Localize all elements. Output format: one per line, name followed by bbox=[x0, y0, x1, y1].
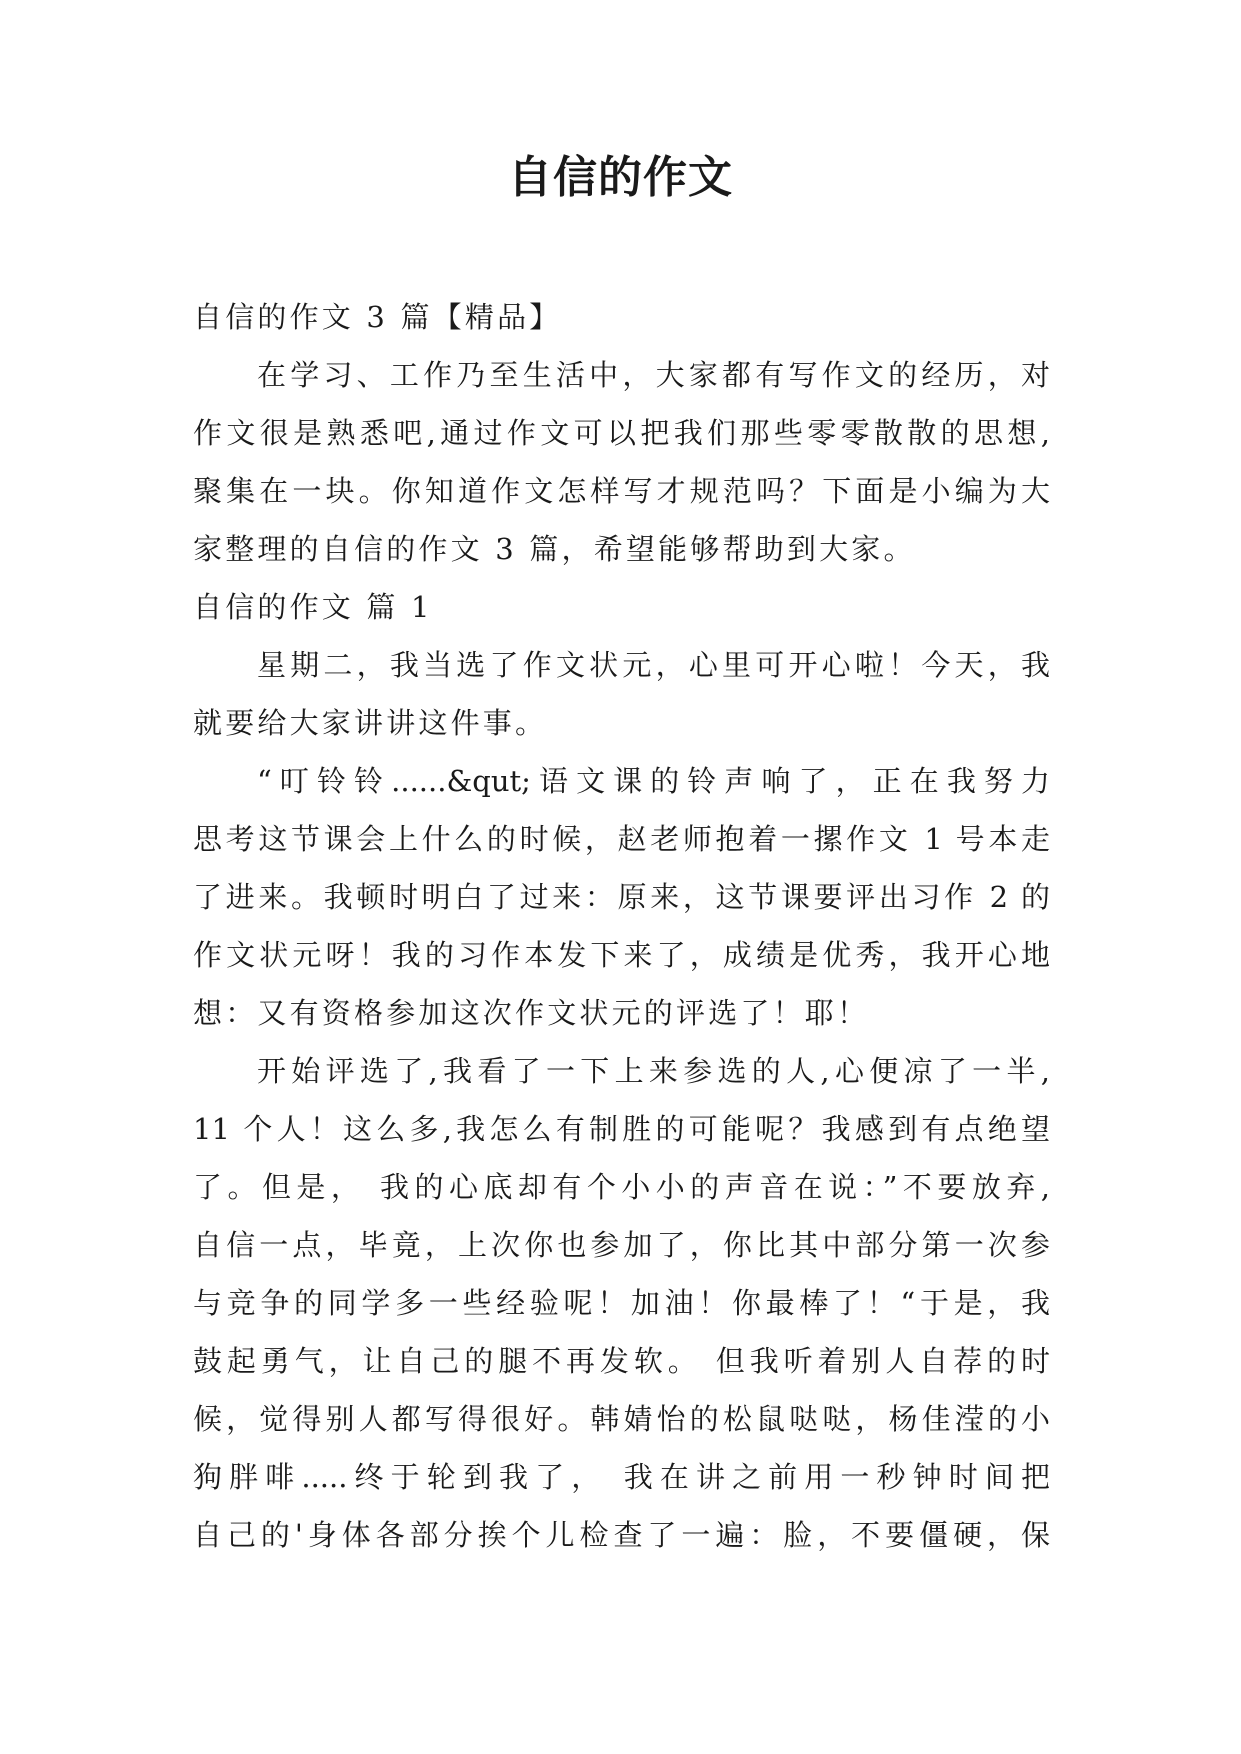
text-line: 狗胖啡.....终于轮到我了， 我在讲之前用一秒钟时间把 bbox=[193, 1460, 1050, 1494]
text-line: 聚集在一块。你知道作文怎样写才规范吗？下面是小编为大 bbox=[193, 474, 1050, 508]
text-line: 就要给大家讲讲这件事。 bbox=[193, 706, 548, 740]
text-line: 了进来。我顿时明白了过来：原来，这节课要评出习作 2 的 bbox=[193, 880, 1050, 914]
text-line: 了。但是， 我的心底却有个小小的声音在说：”不要放弃, bbox=[193, 1170, 1050, 1204]
text-line: 作文很是熟悉吧,通过作文可以把我们那些零零散散的思想, bbox=[193, 416, 1050, 450]
text-line: 思考这节课会上什么的时候，赵老师抱着一摞作文 1 号本走 bbox=[193, 822, 1050, 856]
text-line: 自己的'身体各部分挨个儿检查了一遍：脸，不要僵硬，保 bbox=[193, 1518, 1050, 1552]
document-title: 自信的作文 bbox=[508, 152, 733, 203]
text-line: 想：又有资格参加这次作文状元的评选了！耶！ bbox=[193, 996, 870, 1030]
document-body bbox=[193, 288, 1050, 1564]
text-line: 自信的作文 篇 1 bbox=[193, 590, 433, 624]
text-line: 开始评选了,我看了一下上来参选的人,心便凉了一半, bbox=[257, 1054, 1050, 1088]
text-line: 家整理的自信的作文 3 篇，希望能够帮助到大家。 bbox=[193, 532, 916, 566]
text-line: 作文状元呀！我的习作本发下来了，成绩是优秀，我开心地 bbox=[193, 938, 1050, 972]
text-line: 与竞争的同学多一些经验呢！加油！你最棒了！“于是，我 bbox=[193, 1286, 1050, 1320]
text-line: 11 个人！这么多,我怎么有制胜的可能呢？我感到有点绝望 bbox=[193, 1112, 1050, 1146]
text-line: 候，觉得别人都写得很好。韩婧怡的松鼠哒哒，杨佳滢的小 bbox=[193, 1402, 1050, 1436]
text-line: 在学习、工作乃至生活中，大家都有写作文的经历，对 bbox=[257, 358, 1050, 392]
text-line: 鼓起勇气，让自己的腿不再发软。 但我听着别人自荐的时 bbox=[193, 1344, 1050, 1378]
text-line: “叮铃铃......&qut;语文课的铃声响了，正在我努力 bbox=[257, 764, 1050, 798]
text-line: 自信的作文 3 篇【精品】 bbox=[193, 300, 562, 334]
text-line: 自信一点，毕竟，上次你也参加了，你比其中部分第一次参 bbox=[193, 1228, 1050, 1262]
text-line: 星期二，我当选了作文状元，心里可开心啦！今天，我 bbox=[257, 648, 1050, 682]
